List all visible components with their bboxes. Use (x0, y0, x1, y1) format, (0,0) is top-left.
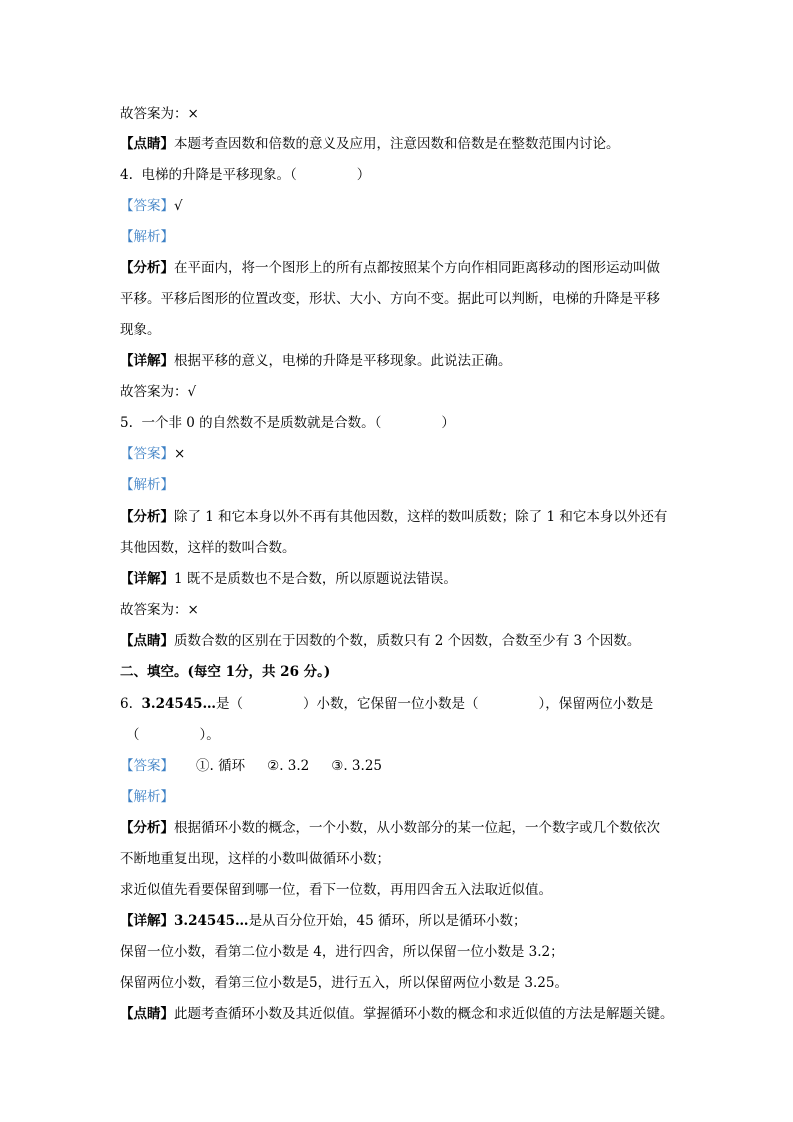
answer-5: 【答案】× (120, 446, 186, 462)
comment-6: 【点睛】此题考查循环小数及其近似值。掌握循环小数的概念和求近似值的方法是解题关键。 (120, 1006, 674, 1022)
comment-line: 【点睛】本题考查因数和倍数的意义及应用，注意因数和倍数是在整数范围内讨论。 (120, 136, 620, 152)
question-5: 5. 一个非 0 的自然数不是质数就是合数。（ ） (120, 415, 455, 431)
final-answer-4: 故答案为：√ (120, 384, 197, 400)
analysis-6c: 求近似值先看要保留到哪一位，看下一位数，再用四舍五入法取近似值。 (120, 882, 552, 898)
section-heading: 二、填空。(每空 1分，共 26 分。) (120, 664, 331, 680)
final-answer-5: 故答案为：× (120, 602, 199, 618)
answer-4: 【答案】√ (120, 198, 183, 214)
detail-6b: 保留一位小数，看第二位小数是 4，进行四舍，所以保留一位小数是 3.2； (120, 944, 564, 960)
analysis-4c: 现象。 (120, 322, 161, 338)
analysis-4a: 【分析】在平面内，将一个图形上的所有点都按照某个方向作相同距离移动的图形运动叫做 (120, 260, 660, 276)
analysis-6b: 不断地重复出现，这样的小数叫做循环小数； (120, 851, 390, 867)
analysis-4b: 平移。平移后图形的位置改变，形状、大小、方向不变。据此可以判断，电梯的升降是平移 (120, 291, 660, 307)
analysis-6a: 【分析】根据循环小数的概念，一个小数，从小数部分的某一位起，一个数字或几个数依次 (120, 820, 660, 836)
analysis-label-5: 【解析】 (120, 477, 174, 493)
detail-6a: 【详解】3.24545…是从百分位开始，45 循环，所以是循环小数； (120, 913, 527, 929)
detail-6c: 保留两位小数，看第三位小数是5，进行五入，所以保留两位小数是 3.25。 (120, 975, 568, 991)
analysis-5a: 【分析】除了 1 和它本身以外不再有其他因数，这样的数叫质数；除了 1 和它本身以外还有 (120, 509, 668, 525)
answer-line: 故答案为：× (120, 106, 199, 122)
detail-5: 【详解】1 既不是质数也不是合数，所以原题说法错误。 (120, 571, 457, 587)
analysis-label-4: 【解析】 (120, 229, 174, 245)
question-4: 4. 电梯的升降是平移现象。（ ） (120, 167, 371, 183)
comment-5: 【点睛】质数合数的区别在于因数的个数，质数只有 2 个因数，合数至少有 3 个因数。 (120, 633, 641, 649)
analysis-label-6: 【解析】 (120, 789, 174, 805)
analysis-5b: 其他因数，这样的数叫合数。 (120, 540, 296, 556)
detail-4: 【详解】根据平移的意义，电梯的升降是平移现象。此说法正确。 (120, 353, 512, 369)
answer-6: 【答案】 ①. 循环 ②. 3.2 ③. 3.25 (120, 758, 382, 774)
question-6-cont: （ ）。 (126, 727, 220, 743)
question-6: 6. 3.24545…是（ ）小数，它保留一位小数是（ ），保留两位小数是 (120, 696, 654, 712)
